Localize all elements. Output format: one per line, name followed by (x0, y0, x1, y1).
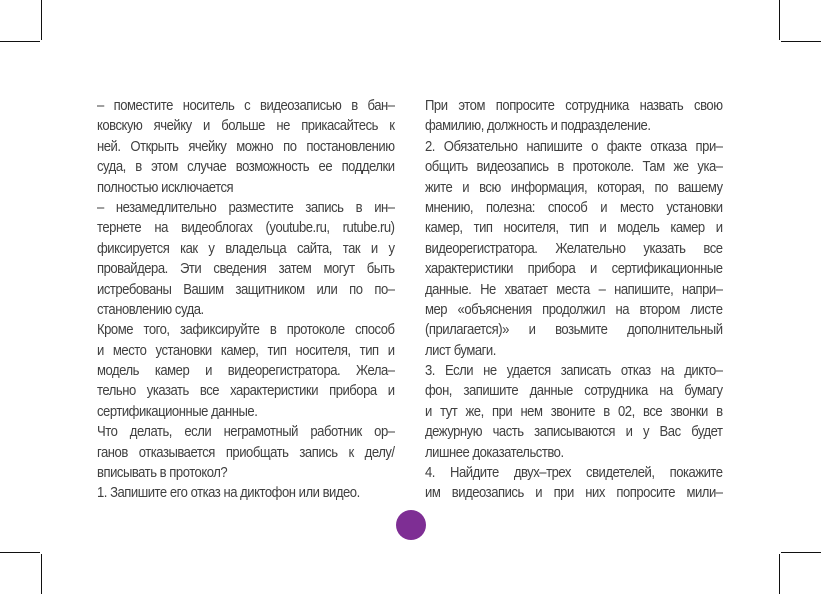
text-line: 4. Найдите двух–трех свидетелей, покажите (425, 464, 723, 482)
crop-mark-top-left-vertical (41, 0, 42, 40)
text-line: При этом попросите сотрудника назвать свою (425, 97, 723, 114)
text-line: ковскую ячейку и больше не прикасайтесь к (97, 117, 395, 135)
text-line: истребованы Вашим защитником или по по– (97, 280, 395, 298)
text-line: им видеозапись и при них попросите мили– (425, 484, 723, 502)
text-line: и тут же, при нем звоните в 02, все звонки в (425, 402, 723, 420)
text-line: мер «объяснения продолжил на втором листе (425, 300, 723, 318)
text-line: суда, в этом случае возможность ее подделки (97, 158, 395, 176)
crop-mark-bottom-right-vertical (779, 554, 780, 594)
text-line: фиксируется как у владельца сайта, так и у (97, 239, 395, 257)
text-line: данные. Не хватает места – напишите, напри– (425, 280, 723, 298)
text-line: становлению суда. (97, 300, 204, 318)
text-line: 3. Если не удается записать отказ на дикто– (425, 362, 723, 380)
text-line: 1. Запишите его отказ на диктофон или видео. (97, 484, 360, 502)
crop-mark-bottom-right-horizontal (781, 552, 821, 553)
text-line: Кроме того, зафиксируйте в протоколе способ (97, 321, 395, 339)
text-line: лист бумаги. (425, 341, 496, 359)
text-line: тернете на видеоблогах (youtube.ru, rutube.ru) (97, 219, 395, 237)
text-line: провайдера. Эти сведения затем могут быть (97, 260, 395, 278)
right-text-column (425, 96, 723, 504)
text-line: вписывать в протокол? (97, 464, 228, 482)
text-line: фон, запишите данные сотрудника на бумагу (425, 382, 723, 400)
text-line: видеорегистратора. Желательно указать все (425, 239, 723, 257)
text-line: жите и всю информация, которая, по вашему (425, 178, 723, 196)
text-line: – поместите носитель с видеозаписью в бан– (97, 97, 395, 114)
text-line: лишнее доказательство. (425, 443, 564, 461)
text-line: полностью исключается (97, 178, 234, 196)
crop-mark-bottom-left-horizontal (0, 552, 40, 553)
text-line: и место установки камер, тип носителя, тип и (97, 341, 395, 359)
text-line: модель камер и видеорегистратора. Жела– (97, 362, 395, 380)
text-line: Что делать, если неграмотный работник ор– (97, 423, 395, 441)
text-line: камер, тип носителя, тип и модель камер и (425, 219, 723, 237)
text-line: общить видеозапись в протоколе. Там же ука– (425, 158, 723, 176)
text-line: характеристики прибора и сертификационные (425, 260, 723, 278)
left-text-column (97, 96, 395, 504)
crop-mark-top-right-horizontal (781, 41, 821, 42)
crop-mark-bottom-left-vertical (41, 554, 42, 594)
crop-mark-top-right-vertical (779, 0, 780, 40)
text-line: мнению, полезна: способ и место установки (425, 198, 723, 216)
text-line: ганов отказывается приобщать запись к делу/ (97, 443, 395, 461)
text-line: 2. Обязательно напишите о факте отказа при– (425, 137, 723, 155)
text-line: ней. Открыть ячейку можно по постановлению (97, 137, 395, 155)
text-line: тельно указать все характеристики прибора и (97, 382, 395, 400)
text-line: дежурную часть записываются и у Вас будет (425, 423, 723, 441)
text-line: – незамедлительно разместите запись в ин– (97, 198, 395, 216)
text-line: фамилию, должность и подразделение. (425, 117, 651, 135)
text-line: (прилагается)» и возьмите дополнительный (425, 321, 723, 339)
crop-mark-top-left-horizontal (0, 41, 40, 42)
page-marker-dot (396, 510, 426, 540)
text-line: сертификационные данные. (97, 402, 258, 420)
